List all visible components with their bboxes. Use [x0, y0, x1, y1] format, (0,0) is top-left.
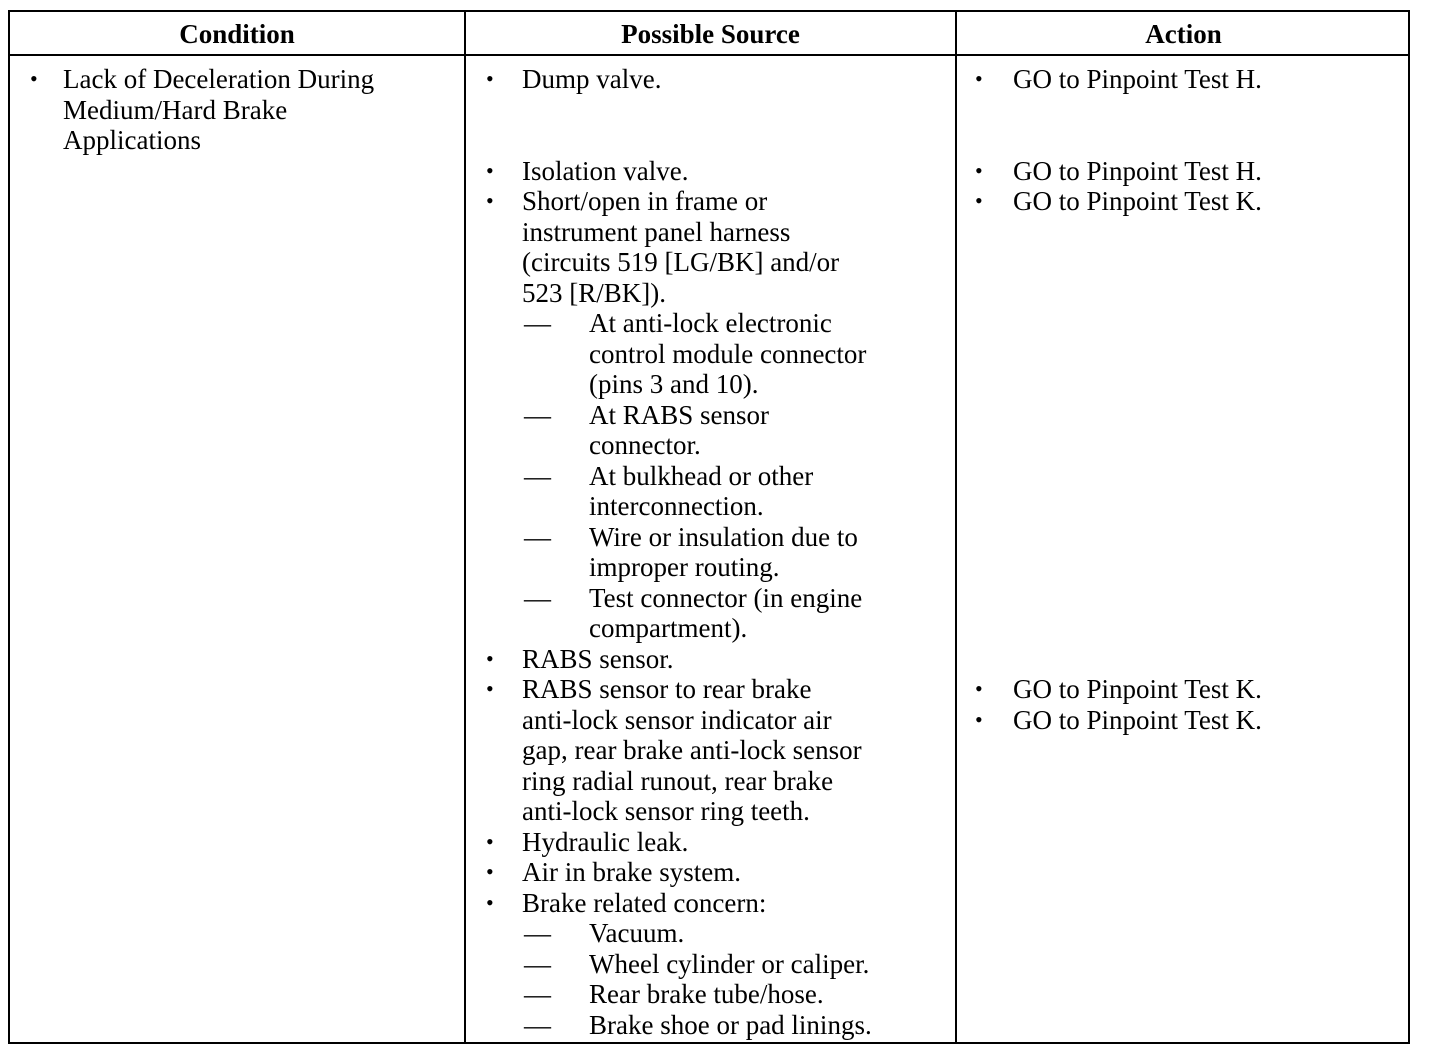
source-subitem: [466, 979, 955, 1010]
dash-marker: —: [524, 582, 551, 613]
source-item-hydraulic-leak: [466, 827, 955, 858]
dash-marker: —: [524, 1009, 551, 1040]
bullet-marker: •: [486, 889, 494, 915]
action-text: GO to Pinpoint Test K.: [1013, 186, 1262, 216]
blank-line: [957, 125, 1410, 156]
source-item-air-in-brake: [466, 857, 955, 888]
bullet-marker: •: [486, 676, 494, 701]
item-text: 523 [R/BK]).: [522, 277, 666, 308]
blank-line: [957, 613, 1410, 644]
source-item-rabs-air-gap: [466, 766, 955, 797]
header-divider: [10, 54, 1408, 56]
item-text: RABS sensor.: [522, 643, 674, 674]
condition-item: [10, 125, 464, 156]
source-subitem: [466, 583, 955, 614]
item-text: Wheel cylinder or caliper.: [589, 948, 870, 979]
blank-line: [957, 247, 1410, 278]
item-text: interconnection.: [589, 491, 764, 521]
source-subitem: [466, 308, 955, 339]
dash-marker: —: [524, 460, 551, 491]
item-text: At RABS sensor: [589, 399, 770, 430]
item-text: Applications: [63, 125, 201, 155]
header-possible-source: Possible Source: [621, 19, 800, 49]
item-text: instrument panel harness: [522, 216, 791, 247]
item-text: Vacuum.: [589, 918, 685, 948]
bullet-marker: •: [486, 828, 494, 854]
source-subitem: [466, 339, 955, 370]
possible-source-column: [466, 64, 955, 1040]
bullet-marker: •: [486, 645, 494, 671]
action-text: GO to Pinpoint Test K.: [1013, 704, 1262, 735]
item-text: Brake related concern:: [522, 887, 767, 918]
item-text: (circuits 519 [LG/BK] and/or: [522, 247, 840, 277]
blank-line: [466, 125, 955, 156]
item-text: ring radial runout, rear brake: [522, 765, 834, 796]
item-text: anti-lock sensor indicator air: [522, 704, 832, 735]
blank-line: [957, 339, 1410, 370]
item-text: At anti-lock electronic: [589, 308, 832, 338]
source-item-short-open: [466, 217, 955, 248]
source-item-short-open: [466, 278, 955, 309]
blank-line: [957, 552, 1410, 583]
source-subitem: [466, 522, 955, 553]
item-text: connector.: [589, 430, 701, 460]
source-subitem: [466, 613, 955, 644]
bullet-marker: •: [975, 66, 983, 91]
item-text: Brake shoe or pad linings.: [589, 1009, 872, 1040]
item-text: anti-lock sensor ring teeth.: [522, 796, 810, 826]
action-item: [957, 705, 1410, 736]
dash-marker: —: [524, 308, 551, 338]
item-text: Medium/Hard Brake: [63, 94, 288, 125]
bullet-marker: •: [486, 157, 494, 183]
blank-line: [957, 95, 1410, 126]
action-item: [957, 156, 1410, 187]
action-text: GO to Pinpoint Test K.: [1013, 674, 1262, 704]
diagnosis-table: [8, 10, 1410, 1044]
item-text: Air in brake system.: [522, 857, 741, 887]
source-item-rabs-air-gap: [466, 674, 955, 705]
blank-line: [957, 308, 1410, 339]
item-text: control module connector: [589, 338, 867, 369]
blank-line: [466, 95, 955, 126]
blank-line: [957, 461, 1410, 492]
action-item: [957, 186, 1410, 217]
action-column: [957, 64, 1410, 735]
bullet-marker: •: [975, 676, 983, 701]
header-condition: Condition: [179, 19, 295, 49]
source-item-isolation-valve: [466, 156, 955, 187]
item-text: At bulkhead or other: [589, 460, 814, 491]
dash-marker: —: [524, 918, 551, 948]
item-text: RABS sensor to rear brake: [522, 674, 812, 704]
source-subitem: [466, 1010, 955, 1041]
source-subitem: [466, 918, 955, 949]
source-subitem: [466, 430, 955, 461]
blank-line: [957, 644, 1410, 675]
item-text: (pins 3 and 10).: [589, 369, 759, 399]
action-text: GO to Pinpoint Test H.: [1013, 155, 1262, 186]
blank-line: [957, 369, 1410, 400]
source-subitem: [466, 552, 955, 583]
blank-line: [957, 400, 1410, 431]
bullet-marker: •: [30, 66, 38, 91]
action-item: [957, 64, 1410, 95]
source-subitem: [466, 400, 955, 431]
source-subitem: [466, 949, 955, 980]
source-item-short-open: [466, 247, 955, 278]
item-text: Hydraulic leak.: [522, 826, 689, 857]
blank-line: [957, 217, 1410, 248]
dash-marker: —: [524, 979, 551, 1009]
bullet-marker: •: [486, 188, 494, 213]
item-text: Lack of Deceleration During: [63, 64, 375, 94]
item-text: Rear brake tube/hose.: [589, 979, 824, 1009]
action-item: [957, 674, 1410, 705]
bullet-marker: •: [975, 188, 983, 213]
item-text: gap, rear brake anti-lock sensor: [522, 735, 862, 765]
bullet-marker: •: [486, 859, 494, 884]
bullet-marker: •: [975, 157, 983, 183]
item-text: compartment).: [589, 613, 748, 643]
source-subitem: [466, 491, 955, 522]
action-text: GO to Pinpoint Test H.: [1013, 64, 1262, 94]
bullet-marker: •: [486, 66, 494, 91]
bullet-marker: •: [975, 706, 983, 732]
dash-marker: —: [524, 521, 551, 552]
item-text: Dump valve.: [522, 64, 662, 94]
item-text: Wire or insulation due to: [589, 521, 858, 552]
item-text: improper routing.: [589, 552, 780, 582]
source-item-short-open: [466, 186, 955, 217]
dash-marker: —: [524, 399, 551, 430]
source-item-rabs-air-gap: [466, 796, 955, 827]
blank-line: [957, 583, 1410, 614]
source-item-rabs-air-gap: [466, 735, 955, 766]
blank-line: [957, 522, 1410, 553]
blank-line: [957, 491, 1410, 522]
blank-line: [957, 430, 1410, 461]
condition-column: [10, 64, 464, 156]
source-item-rabs-sensor: [466, 644, 955, 675]
header-action: Action: [1145, 19, 1222, 49]
item-text: Short/open in frame or: [522, 186, 768, 216]
source-item-brake-related: [466, 888, 955, 919]
source-subitem: [466, 369, 955, 400]
item-text: Isolation valve.: [522, 155, 689, 186]
source-subitem: [466, 461, 955, 492]
source-item-rabs-air-gap: [466, 705, 955, 736]
blank-line: [957, 278, 1410, 309]
dash-marker: —: [524, 948, 551, 979]
condition-item: [10, 95, 464, 126]
source-item-dump-valve: [466, 64, 955, 95]
condition-item: [10, 64, 464, 95]
item-text: Test connector (in engine: [589, 582, 863, 613]
